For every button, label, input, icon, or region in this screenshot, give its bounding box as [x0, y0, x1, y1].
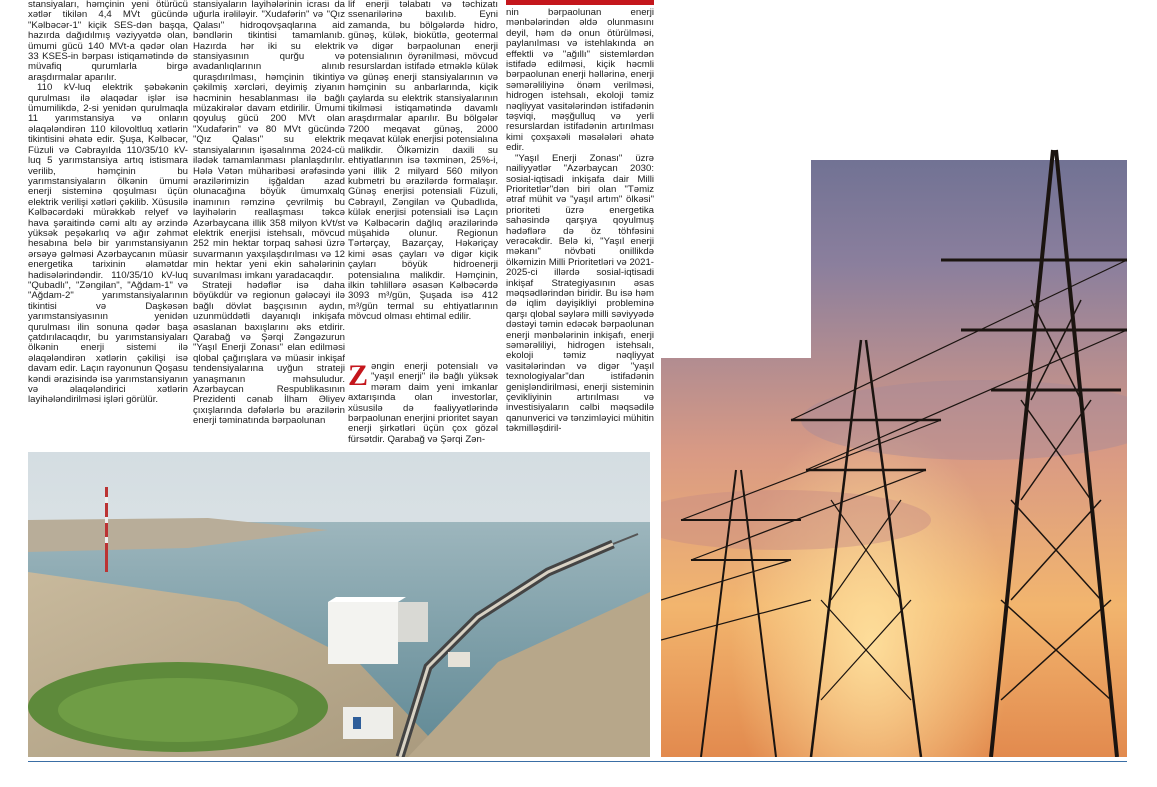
drop-cap: Z [348, 362, 369, 392]
article-column-2 [193, 0, 345, 452]
page-bottom-rule [28, 761, 1127, 762]
paragraph: nin bərpaolunan enerji mənbələrindən əldə olunmasını deyil, həm də onun ötürülməsi, paylanılması və istehlakında ən effektli və "ağıllı" sistemlərdən istifadə edilməsi, kiçik həcmli bərpaolunan enerji həllərinə, enerji səmərəliliyinə önəm verilməsi, hidrogen istehsalı, ekoloji təmiz nəqliyyat vasitələrindən istifadənin təşviqi, məşğulluq və yerli resurslardan istifadənin artırılması kimi çoxşaxəli məsələləri əhatə edir. [506, 8, 654, 154]
paragraph: 110 kV-luq elektrik şəbəkənin qurulması ilə əlaqədar işlər isə ümumilikdə, 2-si yenidən qurulmaqla 11 yarımstansiya və onların əlaqələndirən 110 kilovoltluq xətlərin tikintisini əhatə edir. Şuşa, Kəlbəcər, Füzuli və Cəbrayılda 110/35/10 kV-luq 5 yarımstansiya artıq istismara verilib, həmçinin bu yarımstansiyaların ölkənin ümumi enerji sisteminə qoşulması üçün elektrik verilişi xətləri çəkilib. Xüsusilə Kəlbəcərdəki mürəkkəb relyef və hava şəraitində cəmi altı ay ərzində yüksək peşəkarlıq və ağır zəhmət hesabına belə bir yarımstansiyanın ərsəyə gəlməsi Azərbaycanın müasir energetika tarixinin əlamətdar hadisələrindəndir. 110/35/10 kV-luq "Qubadlı", "Zəngilan", "Ağdam-1" və "Ağdam-2" yarımstansiyalarının tikintisi və Daşkəsən yarımstansiyasının yenidən qurulması ilin sonuna qədər başa çatdırılacaqdır, bu yarımstansiyaları ölkənin enerji sistemi ilə əlaqələndirən xətlərin çəkilişi isə davam edir. Laçın rayonunun Qoşasu kəndi ərazisində isə yarımstansiyanın və əlaqələndirici xətlərin layihələndirilməsi işləri görülür. [28, 82, 188, 406]
article-column-3-dropcap-section [348, 362, 498, 452]
article-column-4 [506, 8, 654, 460]
coastal-power-station-photo [28, 452, 650, 757]
article-column-1 [28, 0, 188, 452]
paragraph: lif enerji təlabatı və təchizatı ssenarilərinə baxılıb. Eyni zamanda, bu bölgələrdə hidro, günəş, külək, biokütlə, geotermal və digər bərpaolunan enerji potensialının öyrənilməsi, mövcud resurslardan istifadə etməklə külək və günəş enerji stansiyalarının və həmçinin su anbarlarında, kiçik çaylarda su elektrik stansiyalarının tikilməsi istiqamətində davamlı araşdırmalar aparılır. Bu bölgələr 7200 meqavat günəş, 2000 meqavat külək enerjisi potensialına malikdir. Ölkəmizin daxili su ehtiyatlarının isə təxminən, 25%-i, yəni illik 2 milyard 560 milyon kubmetri bu ərazilərdə formalaşır. Günəş enerjisi potensiali Füzuli, Cəbrayıl, Zəngilan və Qubadlıda, külək enerjisi potensiali isə Laçın və Kəlbəcərin dağlıq ərazilərində müşahidə olunur. Regionun Tərtərçay, Bazarçay, Həkəriçay kimi əsas çayları və digər kiçik çayları böyük hidroenerji potensialına malikdir. Həmçinin, ilkin təhlillərə əsasən Kəlbəcərdə 3093 m³/gün, Şuşada isə 412 m³/gün termal su ehtiyatlarının mövcud olması ehtimal edilir. [348, 0, 498, 323]
paragraph: stansiyaları, həmçinin yeni ötürücü xətlər tikilən 4,4 MVt gücündə "Kəlbəcər-1" kiçik SES-dən başqa, hazırda dağıdılmış vəziyyətdə olan, ümumi gücü 140 MVt-a qədər olan 33 KSES-in bərpası istiqamətində də müvafiq qurumlarla birgə araşdırmalar aparılır. [28, 0, 188, 83]
paragraph: "Yaşıl Enerji Zonası" üzrə nailiyyətlər "Azərbaycan 2030: sosial-iqtisadi inkişafa dair Milli Prioritetlər"dən biri olan "Təmiz ətraf mühit və "yaşıl artım" ölkəsi" prioriteti üzrə energetika sahəsində qarşıya qoyulmuş hədəflərə də öz töhfəsini verəcəkdir. Belə ki, "Yaşıl enerji məkanı" növbəti onillikdə ölkəmizin Milli Prioritetləri və 2021-2025-ci illərdə sosial-iqtisadi inkişaf Strategiyasının əsas məqsədlərindən biridir. Bu isə həm də iqlim dəyişikliyi probleminə qarşı qlobal səylərə milli səviyyədə dəstəyi təmin edəcək bərpaolunan enerji mənbələrinin inkişafı, enerji səmərəliliyi, hidrogen istehsalı, ekoloji təmiz nəqliyyat vasitələrindən və digər "yaşıl texnologiyalar"dan istifadənin genişləndirilməsi, enerji sisteminin çevikliyinin artırılması və investisiyaların cəlbi məqsədilə qanunverici və tənzimləyici mühitin təkmilləşdiril- [506, 152, 654, 435]
article-column-3 [348, 0, 498, 362]
paragraph: əngin enerji potensialı və "yaşıl enerji" ilə bağlı yüksək məram daim yeni imkanlar axtarışında olan investorlar, xüsusilə də fəaliyyətlərində bərpaolunan enerjini prioritet sayan enerji şirkətləri üçün çox gözəl fürsətdir. Qarabağ və Şərqi Zən- [348, 362, 498, 445]
paragraph: Strateji hədəflər isə daha böyükdür və regionun gələcəyi ilə bağlı dövlət başçısının aydın, uzunmüddətli dayanıqlı inkişafa əsaslanan baxışlarını əks etdirir. Qarabağ və Şərqi Zəngəzurun "Yaşıl Enerji Zonası" elan edilməsi qlobal çağırışlara və müasir inkişaf tendensiyalarına uyğun strateji yanaşmanın məhsuludur. Azərbaycan Respublikasının Prezidenti cənab İlham Əliyev çıxışlarında dəfələrlə bu ərazilərin enerji təminatında bərpaolunan [193, 279, 345, 427]
section-accent-bar [506, 0, 654, 5]
paragraph: stansiyaların layihələrinin icrası da uğurla irəliləyir. "Xudafərin" və "Qız Qalası" hidroqovşaqlarına aid bəndlərin tikintisi tamamlanıb. Hazırda hər iki su elektrik stansiyasının qurğu və avadanlıqlarının alınıb quraşdırılması, həmçinin tikintiyə çəkilmiş xərcləri, deyimiş ziyanın həcminin hesablanması ilə bağlı müzakirələr davam etdirilir. Ümumi qoyuluş gücü 200 MVt olan "Xudafərin" və 80 MVt gücündə "Qız Qalası" su elektrik stansiyalarının işəsalınma 2024-cü ilədək tamamlanması planlaşdırılır. Hələ Vətən müharibəsi ərəfəsində ərazilərimizin işğaldan azad olunacağına böyük ümumxalq inamının rəmzinə çevrilmiş bu layihələrin reallaşması təkcə Azərbaycana illik 358 milyon kVt/st elektrik enerjisi istehsalı, mövcud 252 min hektar torpaq sahəsi üzrə suvarmanın yaxşılaşdırılması və 12 min hektar yeni ekin sahələrinin suvarılması imkanı yaradacaqdır. [193, 0, 345, 281]
power-lines-sunset-photo [661, 0, 1127, 757]
